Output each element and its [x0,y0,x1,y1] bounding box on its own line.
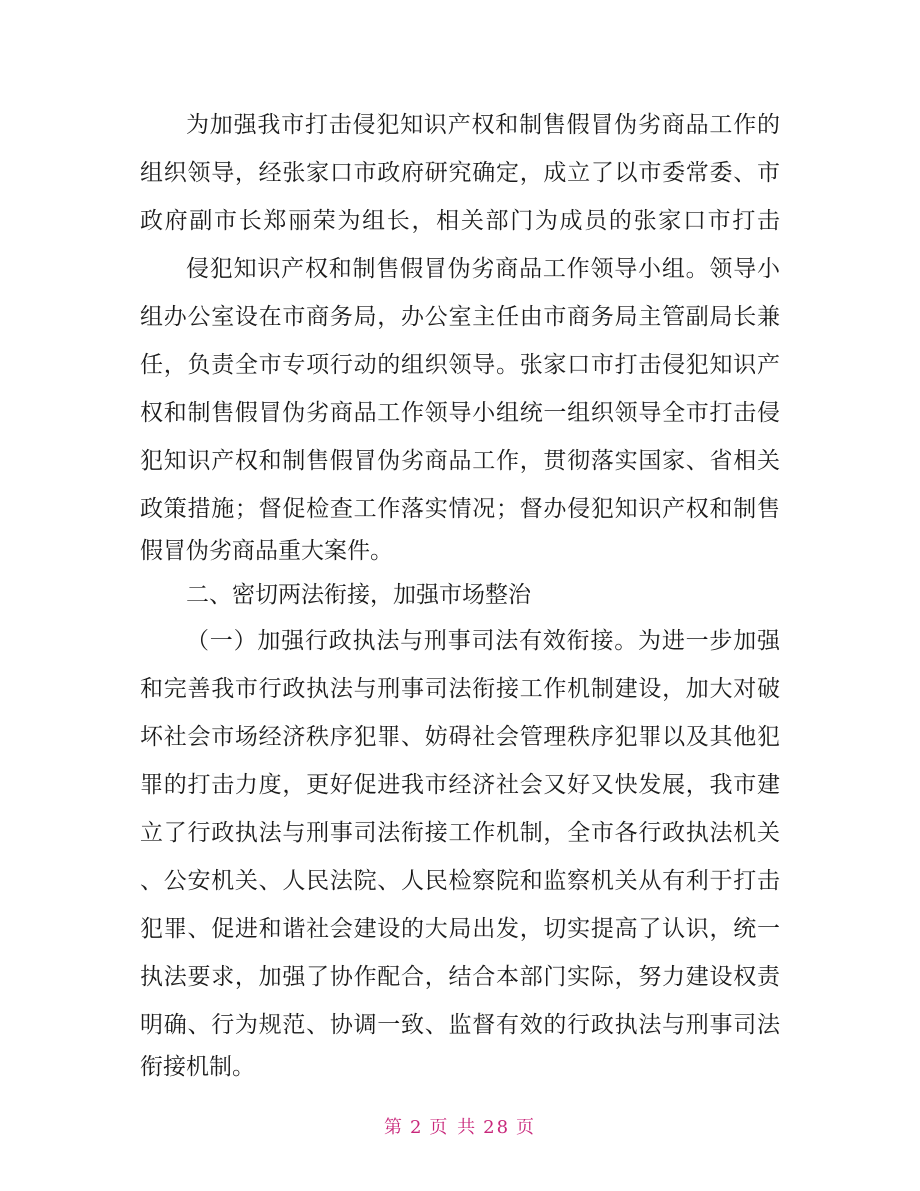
paragraph-line: 为加强我市打击侵犯知识产权和制售假冒伪劣商品工作的 [186,112,780,138]
footer-suffix: 页 [516,1117,537,1138]
paragraph-line: 、公安机关、人民法院、人民检察院和监察机关从有利于打击 [140,868,780,894]
paragraph-line: 组织领导，经张家口市政府研究确定，成立了以市委常委、市 [140,160,780,186]
paragraph-line: 权和制售假冒伪劣商品工作领导小组统一组织领导全市打击侵 [140,400,780,426]
footer-page-number: 2 [409,1117,424,1138]
paragraph-line: 组办公室设在市商务局，办公室主任由市商务局主管副局长兼 [140,304,780,330]
paragraph-line: 政府副市长郑丽荣为组长，相关部门为成员的张家口市打击 [140,208,780,234]
paragraph-line: 衔接机制。 [140,1054,255,1080]
paragraph-line: 坏社会市场经济秩序犯罪、妨碍社会管理秩序犯罪以及其他犯 [140,724,780,750]
paragraph-line: 侵犯知识产权和制售假冒伪劣商品工作领导小组。领导小 [186,256,780,282]
footer-prefix: 第 [383,1117,404,1138]
footer-total-pages: 28 [483,1117,511,1138]
paragraph-line: 罪的打击力度，更好促进我市经济社会又好又快发展，我市建 [140,772,780,798]
paragraph-line: 犯罪、促进和谐社会建设的大局出发，切实提高了认识，统一 [140,916,780,942]
paragraph-line: 明确、行为规范、协调一致、监督有效的行政执法与刑事司法 [140,1012,780,1038]
footer-mid: 页 共 [429,1117,478,1138]
paragraph-line: 任，负责全市专项行动的组织领导。张家口市打击侵犯知识产 [140,352,780,378]
paragraph-line: 立了行政执法与刑事司法衔接工作机制，全市各行政执法机关 [140,820,780,846]
paragraph-line: 和完善我市行政执法与刑事司法衔接工作机制建设，加大对破 [140,676,780,702]
paragraph-line: 执法要求，加强了协作配合，结合本部门实际，努力建设权责 [140,964,780,990]
page-number-footer [0,1113,920,1139]
paragraph-line: 犯知识产权和制售假冒伪劣商品工作，贯彻落实国家、省相关 [140,448,780,474]
paragraph-line: 政策措施；督促检查工作落实情况；督办侵犯知识产权和制售 [140,496,780,522]
section-heading: 二、密切两法衔接，加强市场整治 [186,582,531,608]
paragraph-line: （一）加强行政执法与刑事司法有效衔接。为进一步加强 [186,628,780,654]
paragraph-line: 假冒伪劣商品重大案件。 [140,538,393,564]
